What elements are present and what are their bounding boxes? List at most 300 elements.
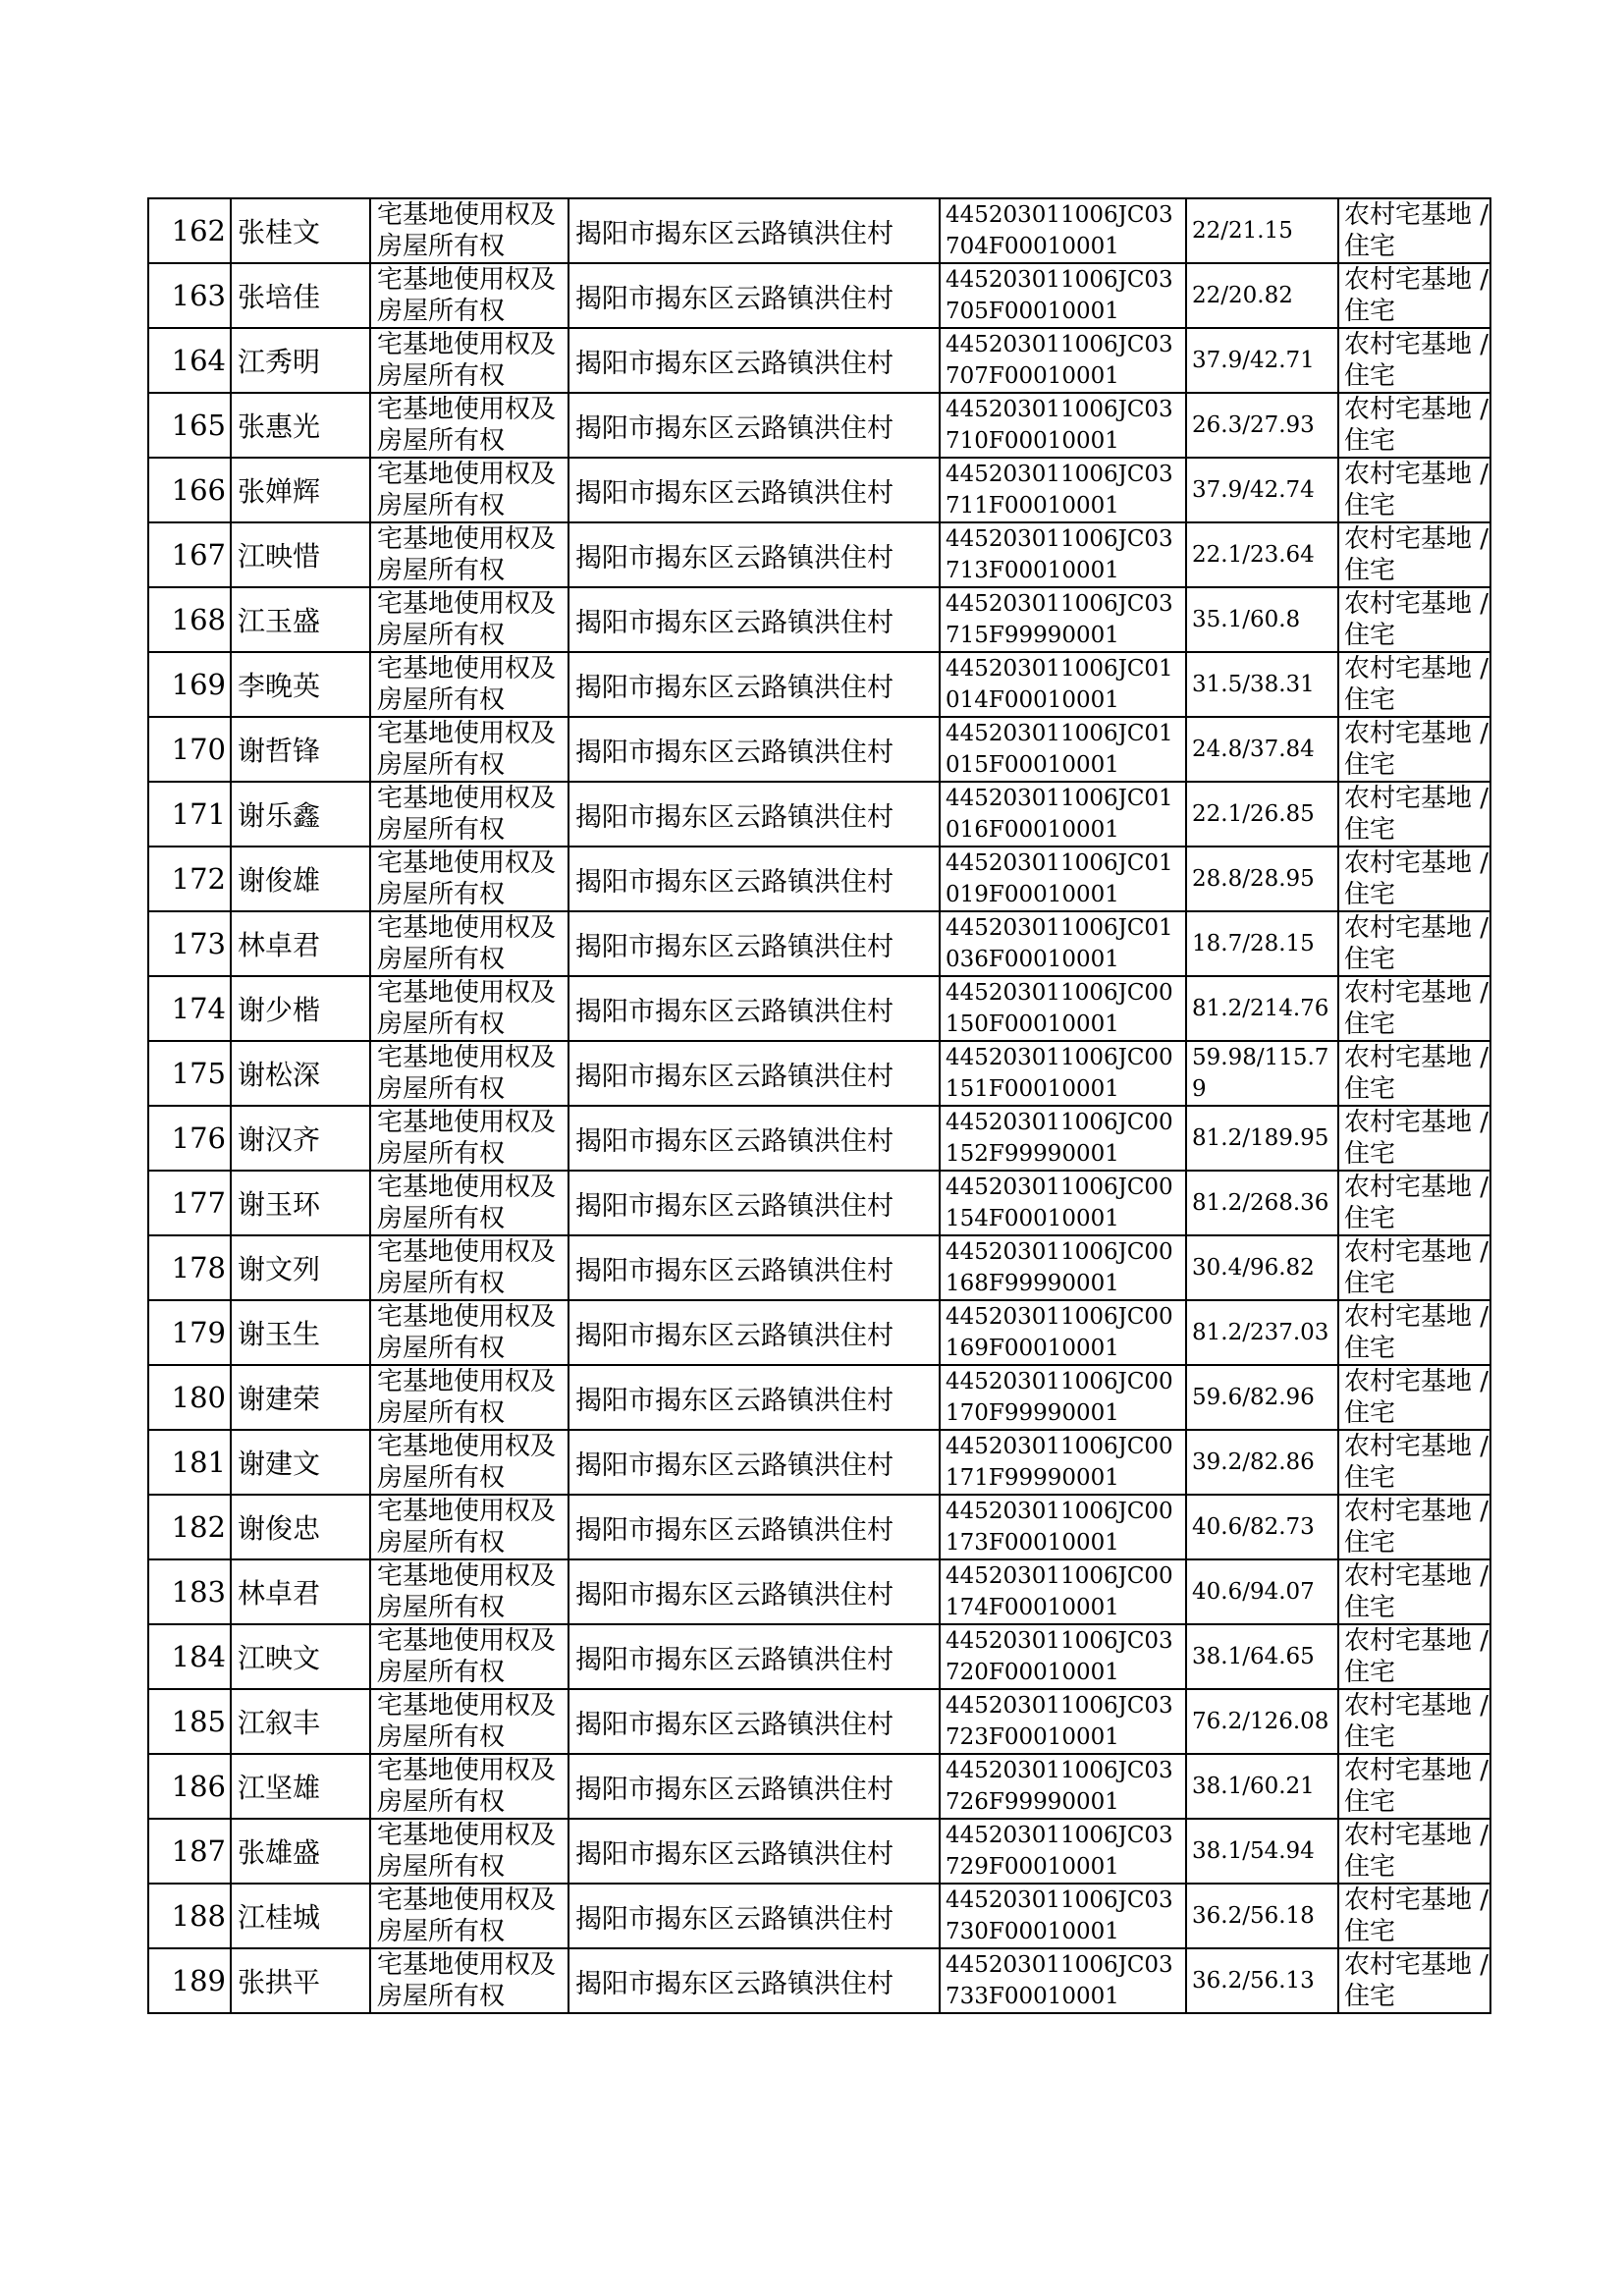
- cell-location: [568, 1689, 940, 1754]
- unit-code-text: 445203011006JC03710F00010001: [946, 397, 1173, 454]
- cell-unit-code: [940, 1559, 1186, 1624]
- land-use-text: 农村宅基地 / 住宅: [1344, 1302, 1489, 1363]
- cell-location: [568, 1754, 940, 1819]
- right-type-text: 宅基地使用权及房屋所有权: [377, 524, 557, 585]
- area-text: 40.6/82.73: [1192, 1514, 1315, 1540]
- area-text: 39.2/82.86: [1192, 1449, 1315, 1475]
- cell-owner-name: [231, 1235, 370, 1300]
- area-text: 35.1/60.8: [1192, 607, 1301, 632]
- cell-land-use: [1338, 198, 1490, 263]
- cell-owner-name: [231, 1041, 370, 1106]
- cell-area: [1186, 1171, 1338, 1235]
- cell-row-number: [148, 1430, 231, 1495]
- owner-name-text: 谢玉环: [238, 1188, 321, 1221]
- land-use-text: 农村宅基地 / 住宅: [1344, 1950, 1489, 2011]
- location-text: 揭阳市揭东区云路镇洪住村: [575, 1125, 893, 1157]
- location-text: 揭阳市揭东区云路镇洪住村: [575, 1968, 893, 1999]
- cell-owner-name: [231, 328, 370, 393]
- cell-owner-name: [231, 1300, 370, 1365]
- cell-area: [1186, 522, 1338, 587]
- cell-location: [568, 393, 940, 458]
- unit-code-text: 445203011006JC03726F99990001: [946, 1758, 1173, 1815]
- row-number-text: 173: [171, 927, 226, 960]
- cell-owner-name: [231, 1171, 370, 1235]
- unit-code-text: 445203011006JC01036F00010001: [946, 915, 1173, 972]
- owner-name-text: 李晚英: [238, 670, 321, 702]
- owner-name-text: 张惠光: [238, 410, 321, 443]
- cell-location: [568, 458, 940, 522]
- table-row: [148, 198, 1490, 263]
- area-text: 22/21.15: [1192, 218, 1293, 244]
- cell-right-type: [370, 1041, 568, 1106]
- cell-owner-name: [231, 1430, 370, 1495]
- owner-name-text: 谢俊忠: [238, 1512, 321, 1545]
- owner-name-text: 江映惜: [238, 540, 321, 573]
- table-row: [148, 1430, 1490, 1495]
- right-type-text: 宅基地使用权及房屋所有权: [377, 719, 557, 780]
- cell-right-type: [370, 1495, 568, 1559]
- owner-name-text: 谢少楷: [238, 994, 321, 1026]
- unit-code-text: 445203011006JC00173F00010001: [946, 1499, 1173, 1556]
- cell-right-type: [370, 522, 568, 587]
- row-number-text: 170: [171, 733, 226, 766]
- row-number-text: 177: [171, 1186, 226, 1220]
- row-number-text: 180: [171, 1381, 226, 1414]
- cell-row-number: [148, 458, 231, 522]
- area-text: 37.9/42.71: [1192, 348, 1315, 373]
- cell-land-use: [1338, 847, 1490, 911]
- cell-land-use: [1338, 1495, 1490, 1559]
- cell-right-type: [370, 1235, 568, 1300]
- cell-owner-name: [231, 1365, 370, 1430]
- cell-land-use: [1338, 587, 1490, 652]
- area-text: 22/20.82: [1192, 283, 1293, 308]
- row-number-text: 186: [171, 1770, 226, 1803]
- owner-name-text: 江桂城: [238, 1901, 321, 1934]
- cell-right-type: [370, 198, 568, 263]
- cell-area: [1186, 976, 1338, 1041]
- area-text: 37.9/42.74: [1192, 477, 1315, 503]
- row-number-text: 182: [171, 1510, 226, 1544]
- land-use-text: 农村宅基地 / 住宅: [1344, 1043, 1489, 1104]
- cell-right-type: [370, 328, 568, 393]
- cell-land-use: [1338, 328, 1490, 393]
- right-type-text: 宅基地使用权及房屋所有权: [377, 460, 557, 520]
- owner-name-text: 林卓君: [238, 929, 321, 961]
- cell-right-type: [370, 1559, 568, 1624]
- cell-land-use: [1338, 1884, 1490, 1948]
- cell-area: [1186, 263, 1338, 328]
- owner-name-text: 谢玉生: [238, 1318, 321, 1350]
- cell-right-type: [370, 847, 568, 911]
- cell-location: [568, 1819, 940, 1884]
- cell-land-use: [1338, 393, 1490, 458]
- owner-name-text: 江坚雄: [238, 1772, 321, 1804]
- right-type-text: 宅基地使用权及房屋所有权: [377, 978, 557, 1039]
- cell-unit-code: [940, 1430, 1186, 1495]
- area-text: 36.2/56.13: [1192, 1968, 1315, 1994]
- cell-land-use: [1338, 263, 1490, 328]
- right-type-text: 宅基地使用权及房屋所有权: [377, 1821, 557, 1882]
- row-number-text: 178: [171, 1251, 226, 1284]
- owner-name-text: 江叙丰: [238, 1707, 321, 1739]
- cell-location: [568, 328, 940, 393]
- cell-location: [568, 522, 940, 587]
- cell-area: [1186, 458, 1338, 522]
- registration-table: [147, 197, 1491, 2014]
- right-type-text: 宅基地使用权及房屋所有权: [377, 1108, 557, 1169]
- location-text: 揭阳市揭东区云路镇洪住村: [575, 1579, 893, 1611]
- land-use-text: 农村宅基地 / 住宅: [1344, 200, 1489, 261]
- area-text: 81.2/268.36: [1192, 1190, 1329, 1216]
- cell-area: [1186, 1559, 1338, 1624]
- owner-name-text: 张婵辉: [238, 475, 321, 508]
- cell-land-use: [1338, 1689, 1490, 1754]
- right-type-text: 宅基地使用权及房屋所有权: [377, 848, 557, 909]
- cell-location: [568, 198, 940, 263]
- cell-location: [568, 587, 940, 652]
- table-row: [148, 1495, 1490, 1559]
- cell-right-type: [370, 1689, 568, 1754]
- table-row: [148, 587, 1490, 652]
- cell-right-type: [370, 1884, 568, 1948]
- cell-owner-name: [231, 1559, 370, 1624]
- unit-code-text: 445203011006JC03720F00010001: [946, 1628, 1173, 1685]
- cell-unit-code: [940, 458, 1186, 522]
- right-type-text: 宅基地使用权及房屋所有权: [377, 589, 557, 650]
- row-number-text: 169: [171, 668, 226, 701]
- location-text: 揭阳市揭东区云路镇洪住村: [575, 866, 893, 898]
- cell-unit-code: [940, 1365, 1186, 1430]
- cell-right-type: [370, 393, 568, 458]
- owner-name-text: 张桂文: [238, 216, 321, 248]
- cell-land-use: [1338, 1106, 1490, 1171]
- area-text: 59.98/115.79: [1192, 1045, 1329, 1102]
- cell-row-number: [148, 1171, 231, 1235]
- row-number-text: 188: [171, 1899, 226, 1933]
- cell-area: [1186, 1948, 1338, 2013]
- right-type-text: 宅基地使用权及房屋所有权: [377, 1950, 557, 2011]
- cell-area: [1186, 1106, 1338, 1171]
- location-text: 揭阳市揭东区云路镇洪住村: [575, 801, 893, 833]
- cell-row-number: [148, 393, 231, 458]
- cell-right-type: [370, 717, 568, 782]
- unit-code-text: 445203011006JC00174F00010001: [946, 1563, 1173, 1620]
- right-type-text: 宅基地使用权及房屋所有权: [377, 1302, 557, 1363]
- area-text: 18.7/28.15: [1192, 931, 1315, 956]
- area-text: 38.1/54.94: [1192, 1838, 1315, 1864]
- right-type-text: 宅基地使用权及房屋所有权: [377, 1626, 557, 1687]
- area-text: 24.8/37.84: [1192, 737, 1315, 762]
- table-row: [148, 1300, 1490, 1365]
- land-use-text: 农村宅基地 / 住宅: [1344, 1821, 1489, 1882]
- cell-right-type: [370, 976, 568, 1041]
- cell-location: [568, 652, 940, 717]
- row-number-text: 164: [171, 344, 226, 377]
- row-number-text: 187: [171, 1834, 226, 1868]
- area-text: 22.1/26.85: [1192, 801, 1315, 827]
- location-text: 揭阳市揭东区云路镇洪住村: [575, 1838, 893, 1870]
- unit-code-text: 445203011006JC03705F00010001: [946, 267, 1173, 324]
- cell-row-number: [148, 1041, 231, 1106]
- cell-right-type: [370, 587, 568, 652]
- land-use-text: 农村宅基地 / 住宅: [1344, 1691, 1489, 1752]
- table-row: [148, 976, 1490, 1041]
- cell-land-use: [1338, 1948, 1490, 2013]
- cell-row-number: [148, 976, 231, 1041]
- cell-row-number: [148, 1495, 231, 1559]
- right-type-text: 宅基地使用权及房屋所有权: [377, 1691, 557, 1752]
- table-row: [148, 328, 1490, 393]
- unit-code-text: 445203011006JC03704F00010001: [946, 202, 1173, 259]
- row-number-text: 189: [171, 1964, 226, 1997]
- cell-location: [568, 976, 940, 1041]
- right-type-text: 宅基地使用权及房屋所有权: [377, 1756, 557, 1817]
- location-text: 揭阳市揭东区云路镇洪住村: [575, 412, 893, 444]
- cell-area: [1186, 1754, 1338, 1819]
- land-use-text: 农村宅基地 / 住宅: [1344, 1756, 1489, 1817]
- cell-unit-code: [940, 782, 1186, 847]
- cell-row-number: [148, 782, 231, 847]
- row-number-text: 171: [171, 797, 226, 831]
- row-number-text: 179: [171, 1316, 226, 1349]
- land-use-text: 农村宅基地 / 住宅: [1344, 1173, 1489, 1233]
- row-number-text: 184: [171, 1640, 226, 1673]
- cell-owner-name: [231, 458, 370, 522]
- cell-owner-name: [231, 587, 370, 652]
- cell-right-type: [370, 1365, 568, 1430]
- land-use-text: 农村宅基地 / 住宅: [1344, 1108, 1489, 1169]
- row-number-text: 168: [171, 603, 226, 636]
- unit-code-text: 445203011006JC01015F00010001: [946, 721, 1173, 778]
- owner-name-text: 江映文: [238, 1642, 321, 1674]
- cell-right-type: [370, 1819, 568, 1884]
- right-type-text: 宅基地使用权及房屋所有权: [377, 1173, 557, 1233]
- cell-right-type: [370, 458, 568, 522]
- cell-area: [1186, 1689, 1338, 1754]
- land-use-text: 农村宅基地 / 住宅: [1344, 719, 1489, 780]
- cell-row-number: [148, 587, 231, 652]
- row-number-text: 175: [171, 1057, 226, 1090]
- cell-land-use: [1338, 458, 1490, 522]
- land-use-text: 农村宅基地 / 住宅: [1344, 654, 1489, 715]
- land-use-text: 农村宅基地 / 住宅: [1344, 1885, 1489, 1946]
- cell-row-number: [148, 198, 231, 263]
- cell-right-type: [370, 1106, 568, 1171]
- right-type-text: 宅基地使用权及房屋所有权: [377, 784, 557, 845]
- cell-unit-code: [940, 717, 1186, 782]
- area-text: 38.1/64.65: [1192, 1644, 1315, 1669]
- cell-row-number: [148, 1235, 231, 1300]
- unit-code-text: 445203011006JC03715F99990001: [946, 591, 1173, 648]
- location-text: 揭阳市揭东区云路镇洪住村: [575, 607, 893, 638]
- table-row: [148, 1948, 1490, 2013]
- owner-name-text: 谢俊雄: [238, 864, 321, 897]
- cell-location: [568, 1948, 940, 2013]
- cell-unit-code: [940, 393, 1186, 458]
- owner-name-text: 林卓君: [238, 1577, 321, 1610]
- unit-code-text: 445203011006JC00171F99990001: [946, 1434, 1173, 1491]
- cell-row-number: [148, 522, 231, 587]
- area-text: 30.4/96.82: [1192, 1255, 1315, 1281]
- location-text: 揭阳市揭东区云路镇洪住村: [575, 672, 893, 703]
- table-row: [148, 1819, 1490, 1884]
- cell-location: [568, 1106, 940, 1171]
- land-use-text: 农村宅基地 / 住宅: [1344, 395, 1489, 456]
- table-row: [148, 1106, 1490, 1171]
- cell-land-use: [1338, 1559, 1490, 1624]
- location-text: 揭阳市揭东区云路镇洪住村: [575, 1774, 893, 1805]
- unit-code-text: 445203011006JC03713F00010001: [946, 526, 1173, 583]
- cell-row-number: [148, 847, 231, 911]
- cell-area: [1186, 1041, 1338, 1106]
- cell-unit-code: [940, 1754, 1186, 1819]
- cell-row-number: [148, 717, 231, 782]
- table-row: [148, 911, 1490, 976]
- cell-right-type: [370, 652, 568, 717]
- cell-unit-code: [940, 1689, 1186, 1754]
- cell-area: [1186, 1624, 1338, 1689]
- owner-name-text: 张雄盛: [238, 1836, 321, 1869]
- cell-location: [568, 782, 940, 847]
- cell-unit-code: [940, 1300, 1186, 1365]
- cell-unit-code: [940, 1819, 1186, 1884]
- cell-area: [1186, 1300, 1338, 1365]
- location-text: 揭阳市揭东区云路镇洪住村: [575, 1385, 893, 1416]
- unit-code-text: 445203011006JC03707F00010001: [946, 332, 1173, 389]
- cell-land-use: [1338, 1235, 1490, 1300]
- cell-unit-code: [940, 1106, 1186, 1171]
- cell-land-use: [1338, 652, 1490, 717]
- right-type-text: 宅基地使用权及房屋所有权: [377, 654, 557, 715]
- cell-area: [1186, 717, 1338, 782]
- owner-name-text: 谢乐鑫: [238, 799, 321, 832]
- cell-land-use: [1338, 1430, 1490, 1495]
- table-row: [148, 652, 1490, 717]
- land-use-text: 农村宅基地 / 住宅: [1344, 978, 1489, 1039]
- location-text: 揭阳市揭东区云路镇洪住村: [575, 1644, 893, 1675]
- table-row: [148, 1754, 1490, 1819]
- location-text: 揭阳市揭东区云路镇洪住村: [575, 931, 893, 962]
- location-text: 揭阳市揭东区云路镇洪住村: [575, 1061, 893, 1092]
- cell-owner-name: [231, 1884, 370, 1948]
- owner-name-text: 谢建荣: [238, 1383, 321, 1415]
- cell-area: [1186, 1235, 1338, 1300]
- cell-owner-name: [231, 1754, 370, 1819]
- location-text: 揭阳市揭东区云路镇洪住村: [575, 1709, 893, 1740]
- land-use-text: 农村宅基地 / 住宅: [1344, 848, 1489, 909]
- unit-code-text: 445203011006JC03711F00010001: [946, 462, 1173, 519]
- cell-location: [568, 1300, 940, 1365]
- cell-right-type: [370, 782, 568, 847]
- cell-right-type: [370, 1754, 568, 1819]
- table-row: [148, 1624, 1490, 1689]
- owner-name-text: 谢建文: [238, 1448, 321, 1480]
- row-number-text: 183: [171, 1575, 226, 1609]
- cell-location: [568, 911, 940, 976]
- land-use-text: 农村宅基地 / 住宅: [1344, 1561, 1489, 1622]
- table-row: [148, 522, 1490, 587]
- cell-land-use: [1338, 522, 1490, 587]
- right-type-text: 宅基地使用权及房屋所有权: [377, 1432, 557, 1493]
- cell-owner-name: [231, 393, 370, 458]
- right-type-text: 宅基地使用权及房屋所有权: [377, 395, 557, 456]
- cell-right-type: [370, 911, 568, 976]
- cell-unit-code: [940, 587, 1186, 652]
- row-number-text: 166: [171, 473, 226, 507]
- cell-area: [1186, 1884, 1338, 1948]
- cell-location: [568, 1365, 940, 1430]
- area-text: 40.6/94.07: [1192, 1579, 1315, 1605]
- location-text: 揭阳市揭东区云路镇洪住村: [575, 1190, 893, 1222]
- cell-area: [1186, 1430, 1338, 1495]
- cell-right-type: [370, 1948, 568, 2013]
- cell-location: [568, 847, 940, 911]
- unit-code-text: 445203011006JC01014F00010001: [946, 656, 1173, 713]
- row-number-text: 176: [171, 1121, 226, 1155]
- cell-right-type: [370, 263, 568, 328]
- cell-unit-code: [940, 1171, 1186, 1235]
- cell-owner-name: [231, 717, 370, 782]
- unit-code-text: 445203011006JC00169F00010001: [946, 1304, 1173, 1361]
- cell-land-use: [1338, 1624, 1490, 1689]
- location-text: 揭阳市揭东区云路镇洪住村: [575, 218, 893, 249]
- owner-name-text: 谢松深: [238, 1059, 321, 1091]
- row-number-text: 163: [171, 279, 226, 312]
- location-text: 揭阳市揭东区云路镇洪住村: [575, 283, 893, 314]
- location-text: 揭阳市揭东区云路镇洪住村: [575, 1255, 893, 1286]
- cell-land-use: [1338, 1754, 1490, 1819]
- cell-location: [568, 263, 940, 328]
- cell-owner-name: [231, 263, 370, 328]
- row-number-text: 174: [171, 992, 226, 1025]
- cell-owner-name: [231, 1495, 370, 1559]
- table-row: [148, 458, 1490, 522]
- cell-row-number: [148, 1754, 231, 1819]
- cell-area: [1186, 393, 1338, 458]
- unit-code-text: 445203011006JC00170F99990001: [946, 1369, 1173, 1426]
- cell-owner-name: [231, 522, 370, 587]
- unit-code-text: 445203011006JC00168F99990001: [946, 1239, 1173, 1296]
- cell-area: [1186, 1495, 1338, 1559]
- cell-owner-name: [231, 1624, 370, 1689]
- cell-location: [568, 1884, 940, 1948]
- cell-land-use: [1338, 1171, 1490, 1235]
- cell-row-number: [148, 1948, 231, 2013]
- table-row: [148, 782, 1490, 847]
- cell-location: [568, 1430, 940, 1495]
- owner-name-text: 谢汉齐: [238, 1123, 321, 1156]
- land-use-text: 农村宅基地 / 住宅: [1344, 1367, 1489, 1428]
- row-number-text: 165: [171, 409, 226, 442]
- cell-unit-code: [940, 522, 1186, 587]
- row-number-text: 162: [171, 214, 226, 247]
- cell-area: [1186, 782, 1338, 847]
- cell-unit-code: [940, 1235, 1186, 1300]
- table-row: [148, 847, 1490, 911]
- cell-owner-name: [231, 652, 370, 717]
- owner-name-text: 江秀明: [238, 346, 321, 378]
- cell-location: [568, 1171, 940, 1235]
- cell-row-number: [148, 1300, 231, 1365]
- cell-land-use: [1338, 1365, 1490, 1430]
- cell-row-number: [148, 1689, 231, 1754]
- cell-row-number: [148, 1819, 231, 1884]
- location-text: 揭阳市揭东区云路镇洪住村: [575, 477, 893, 509]
- table-row: [148, 1235, 1490, 1300]
- owner-name-text: 张培佳: [238, 281, 321, 313]
- cell-owner-name: [231, 1689, 370, 1754]
